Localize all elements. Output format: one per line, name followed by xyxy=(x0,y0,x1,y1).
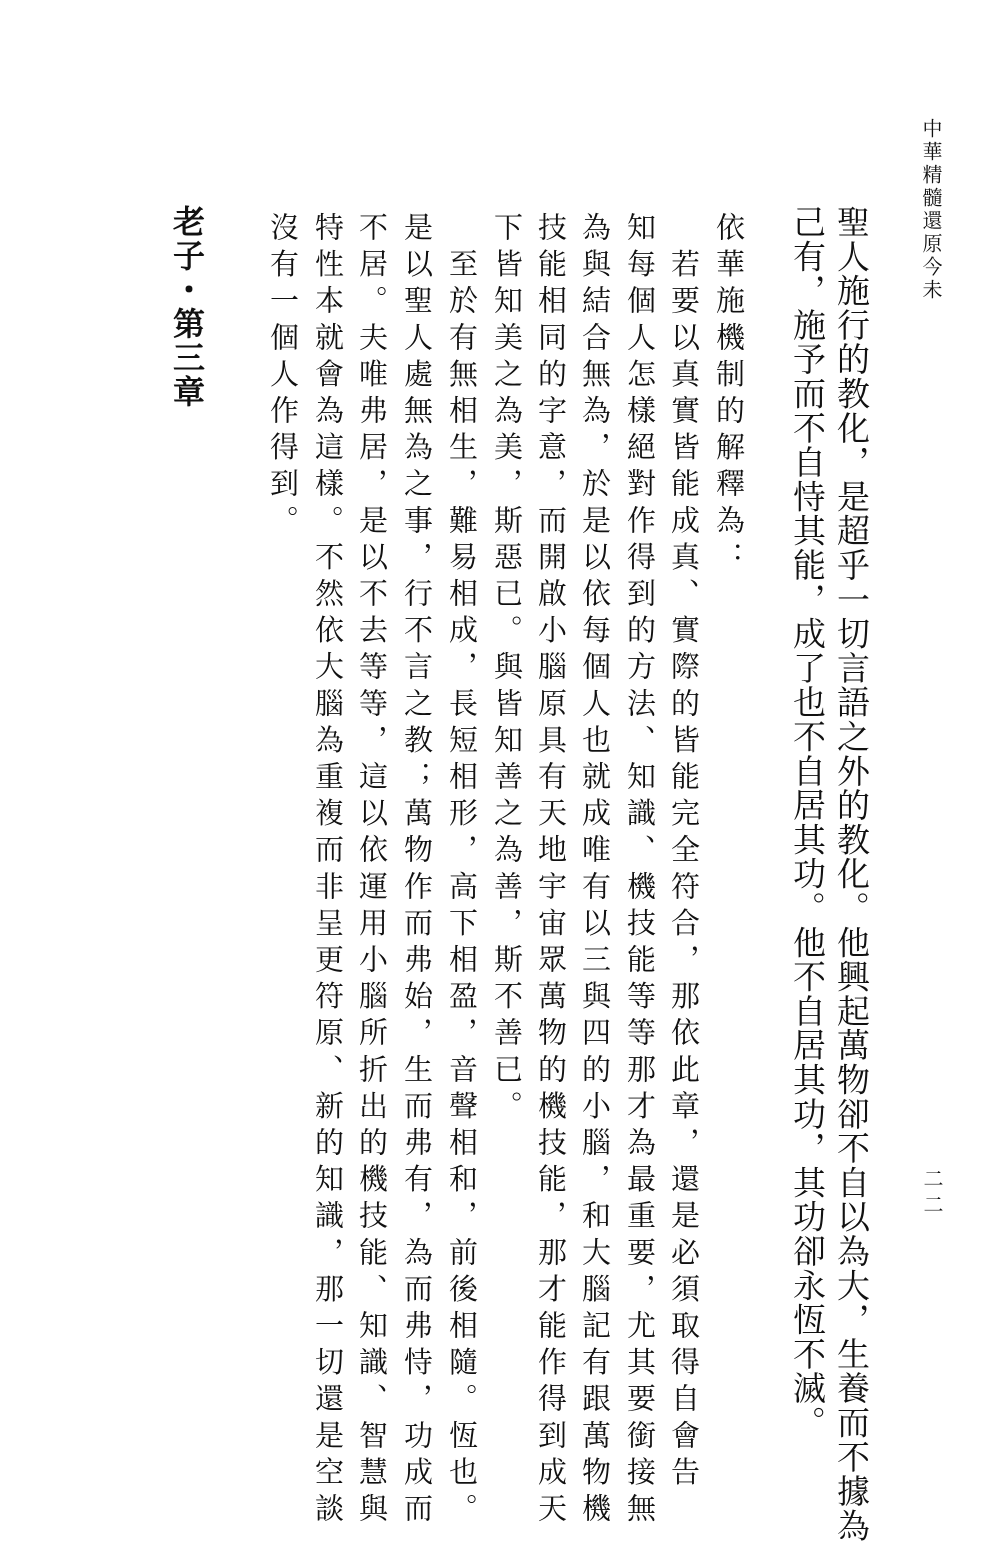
commentary-line: 下皆知美之為美，斯惡已。與皆知善之為善，斯不善已。 xyxy=(490,212,524,1127)
commentary-line: 為與結合無為，於是以依每個人也就成唯有以三與四的小腦，和大腦記有跟萬物機 xyxy=(578,212,612,1530)
quote-line: 聖人施行的教化，是超乎一切言語之外的教化。他興起萬物卻不自以為大，生養而不據為 xyxy=(832,205,871,1543)
chapter-heading: 老子・第三章 xyxy=(168,205,206,409)
commentary-line: 特性本就會為這樣。不然依大腦為重複而非呈更符原、新的知識，那一切還是空談 xyxy=(311,212,345,1530)
quote-line: 己有，施予而不自恃其能，成了也不自居其功。他不自居其功，其功卻永恆不滅。 xyxy=(788,205,827,1440)
commentary-line: 知每個人怎樣絕對作得到的方法、知識、機技能等等那才為最重要，尤其要銜接無 xyxy=(623,212,657,1530)
commentary-line: 至於有無相生，難易相成，長短相形，高下相盈，音聲相和，前後相隨。恆也。 xyxy=(445,212,479,1530)
commentary-line: 技能相同的字意，而開啟小腦原具有天地宇宙眾萬物的機技能，那才能作得到成天 xyxy=(534,212,568,1530)
commentary-line: 沒有一個人作得到。 xyxy=(266,212,300,542)
commentary-line: 是以聖人處無為之事，行不言之教；萬物作而弗始，生而弗有，為而弗恃，功成而 xyxy=(400,212,434,1530)
commentary-line: 不居。夫唯弗居，是以不去等等，這以依運用小腦所折出的機技能、知識、智慧與 xyxy=(355,212,389,1530)
commentary-line: 若要以真實皆能成真、實際的皆能完全符合，那依此章，還是必須取得自會告 xyxy=(667,212,701,1493)
commentary-heading: 依華施機制的解釋為： xyxy=(712,212,746,578)
page-number: 二二 xyxy=(920,1168,944,1220)
running-head: 中華精髓還原今未 xyxy=(919,118,943,302)
